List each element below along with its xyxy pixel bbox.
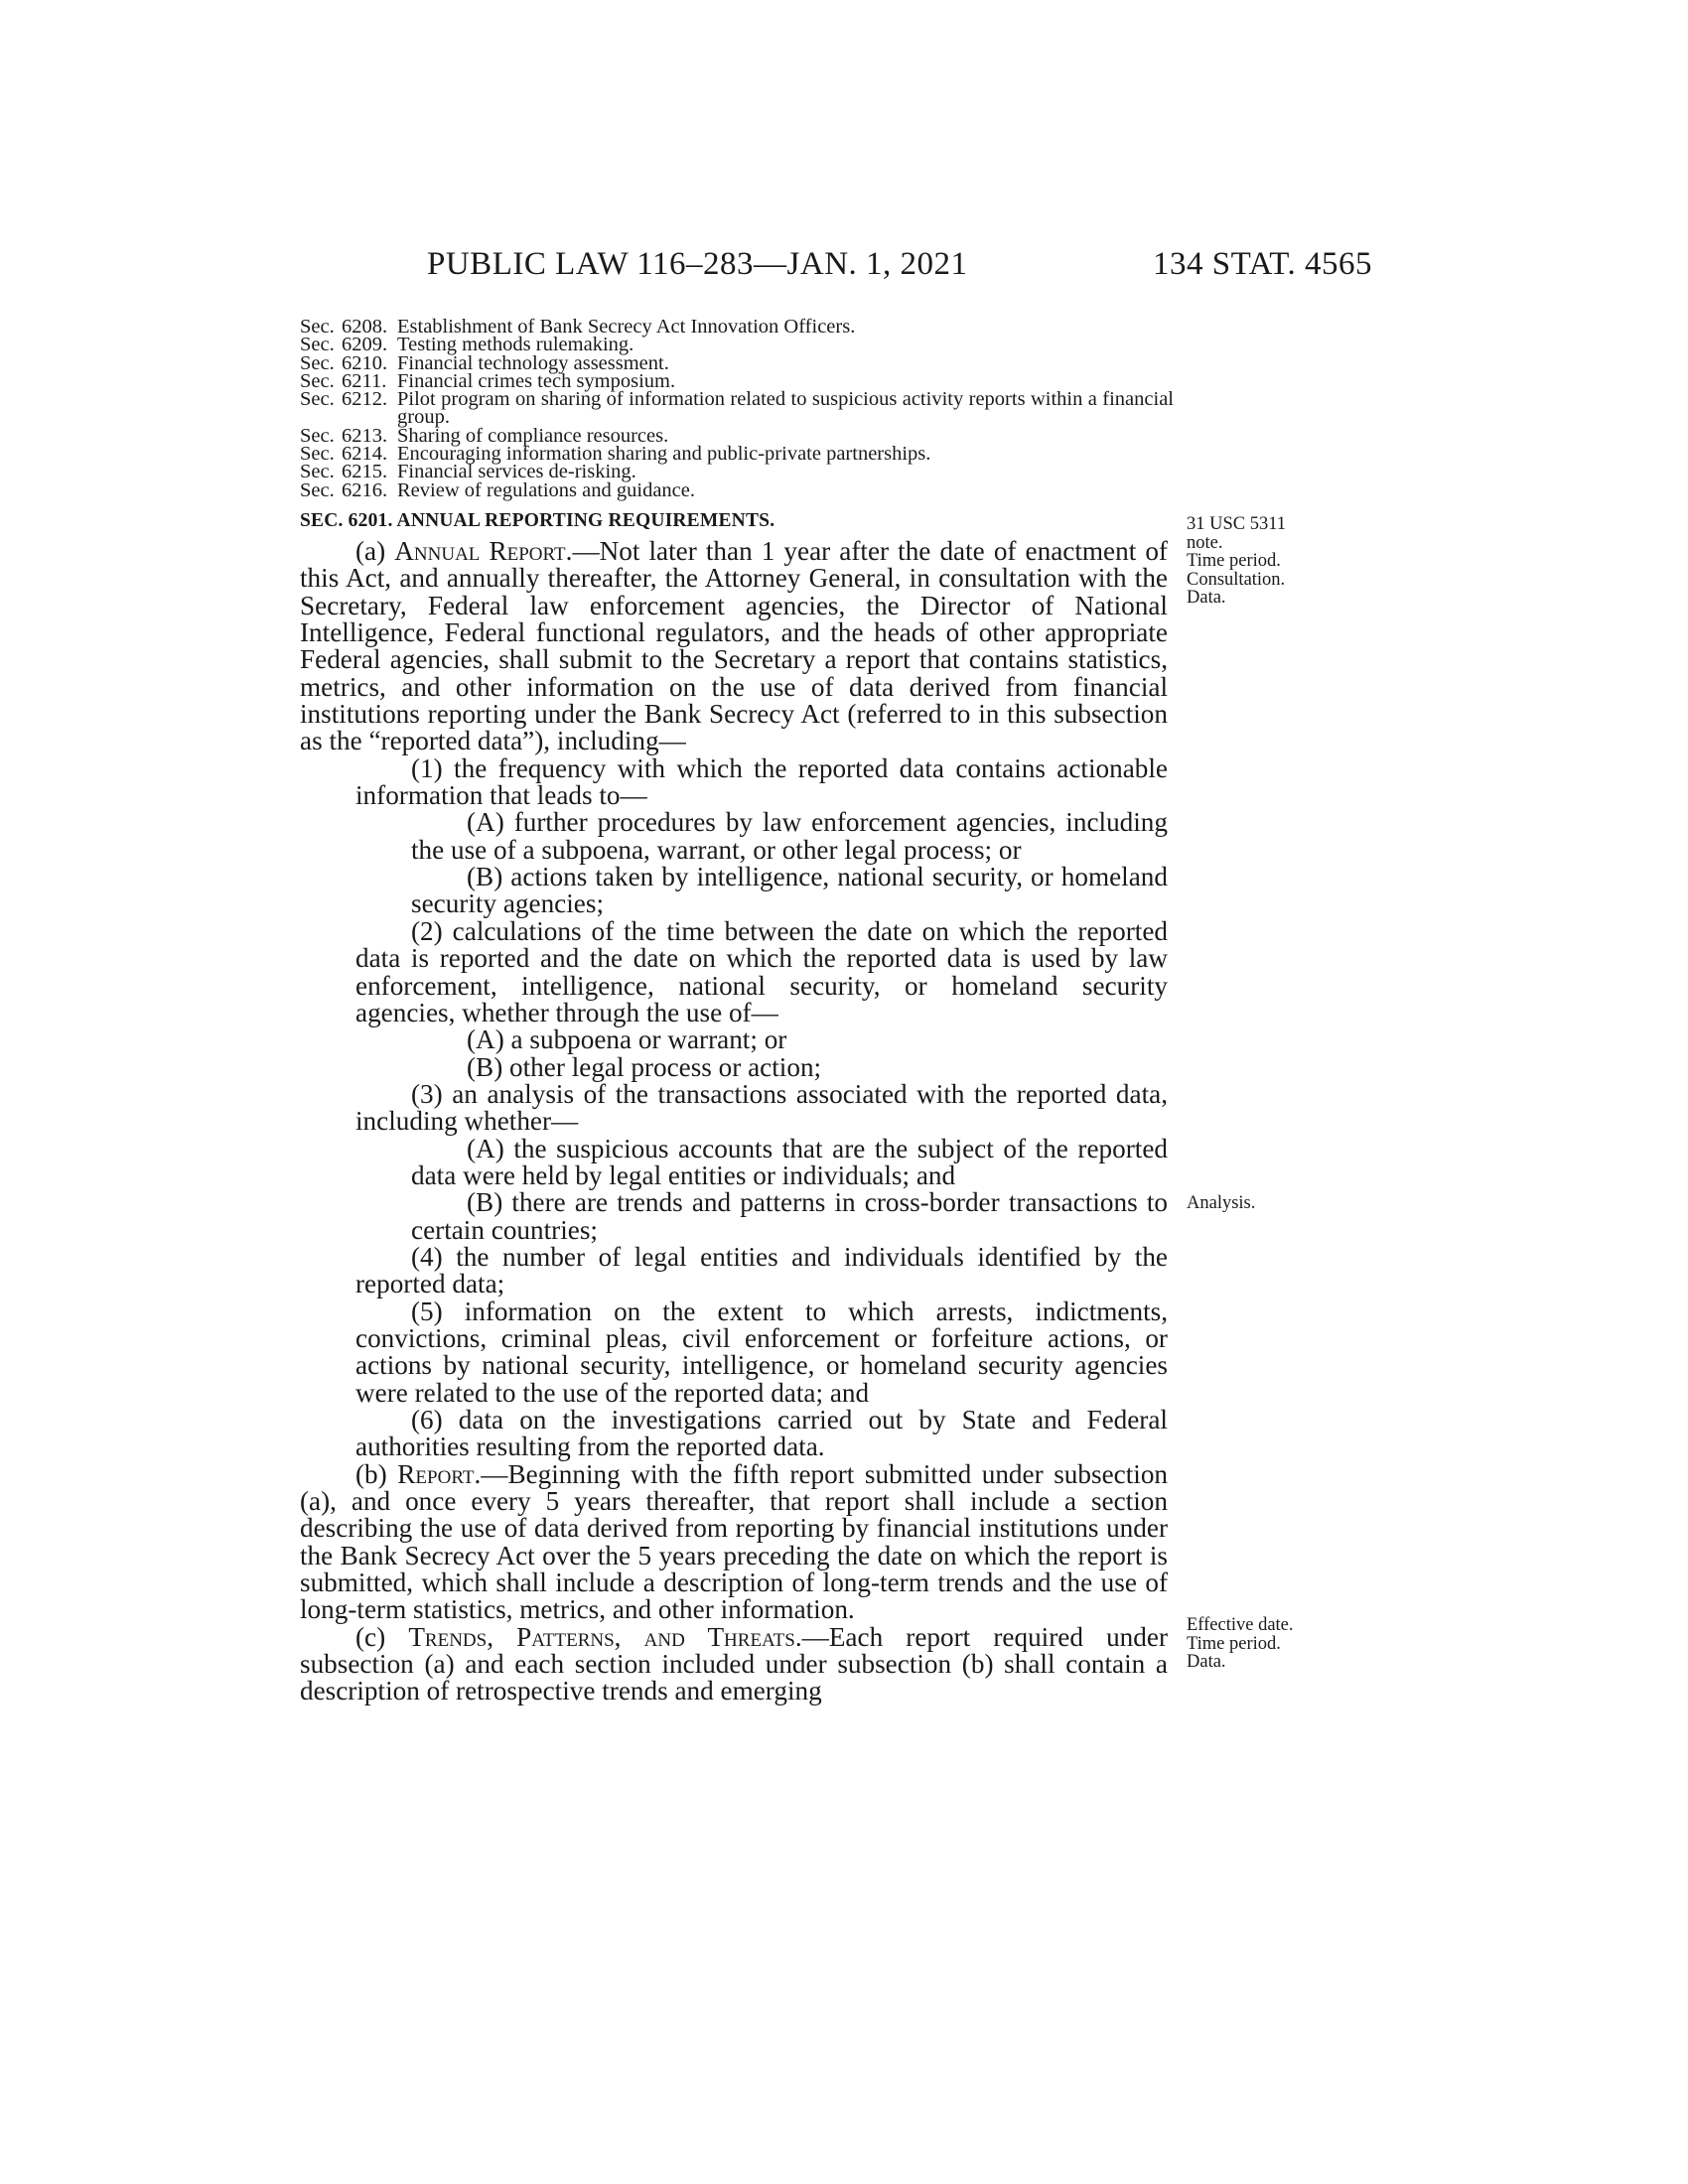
- paragraph-1-A: (A) further procedures by law enforcement agencies, including the use of a subpoena, warrant, or other legal process; or: [411, 807, 1168, 865]
- toc-entry: Sec. 6211. Financial crimes tech symposium.: [300, 369, 676, 392]
- table-of-contents: [300, 318, 1174, 499]
- subsection-b-heading: Report: [397, 1458, 475, 1489]
- subsection-c: (c) Trends, Patterns, and Threats.—Each report required under subsection (a) and each section included under subsection (b) shall contain a description of retrospective trends and emerging: [300, 1621, 1168, 1706]
- paragraph-2-A: (A) a subpoena or warrant; or: [467, 1024, 787, 1055]
- toc-entry: Sec. 6213. Sharing of compliance resources.: [300, 424, 669, 447]
- toc-entry: Sec. 6212. Pilot program on sharing of information related to suspicious activity reports within a financial group.: [300, 388, 1174, 429]
- paragraph-1-B: (B) actions taken by intelligence, national security, or homeland security agencies;: [411, 862, 1168, 919]
- paragraph-2-B: (B) other legal process or action;: [467, 1051, 822, 1082]
- paragraph-3: (3) an analysis of the transactions associated with the reported data, including whether—: [355, 1078, 1168, 1137]
- subsection-a: (a) Annual Report.—Not later than 1 year after the date of enactment of this Act, and annually thereafter, the Attorney General, in consultation with the Secretary, Federal law enforcement agencies, the Director of National Intelligence, Federal functional regulators, and the heads of other appropriate Federal agencies, shall submit to the Secretary a report that contains statistics, metrics, and other information on the use of data derived from financial institutions reporting under the Bank Secrecy Act (referred to in this subsection as the “reported data”), including—: [300, 536, 1168, 756]
- subsection-a-heading: Annual Report: [394, 536, 566, 566]
- margin-note-analysis: Analysis.: [1187, 1193, 1256, 1213]
- margin-note-effective-date: Effective date. Time period. Data.: [1187, 1615, 1294, 1672]
- toc-entry: Sec. 6210. Financial technology assessment.: [300, 351, 669, 374]
- page-header: [298, 246, 1372, 286]
- section-body: [300, 538, 1168, 1706]
- subsection-b: (b) Report.—Beginning with the fifth report submitted under subsection (a), and once every 5 years thereafter, that report shall include a section describing the use of data derived from reporting by financial institutions under the Bank Secrecy Act over the 5 years preceding the date on which the report is submitted, which shall include a description of long-term trends and the use of long-term statistics, metrics, and other information.: [300, 1458, 1169, 1625]
- paragraph-1: (1) the frequency with which the reported data contains actionable information that leads to—: [355, 752, 1168, 811]
- toc-entry: Sec. 6216. Review of regulations and guidance.: [300, 478, 696, 501]
- section-heading: SEC. 6201. ANNUAL REPORTING REQUIREMENTS.: [300, 510, 775, 531]
- paragraph-5: (5) information on the extent to which arrests, indictments, convictions, criminal pleas, civil enforcement or forfeiture actions, or actions by national security, intelligence, or homeland security agencies were related to the use of the reported data; and: [355, 1296, 1168, 1408]
- toc-entry: Sec. 6214. Encouraging information sharing and public-private partnerships.: [300, 443, 931, 466]
- toc-entry: Sec. 6215. Financial services de-risking.: [300, 461, 636, 483]
- margin-note-usc: 31 USC 5311 note. Time period. Consultation. Data.: [1187, 514, 1287, 608]
- paragraph-6: (6) data on the investigations carried out by State and Federal authorities resulting from the reported data.: [355, 1405, 1168, 1462]
- paragraph-3-B: (B) there are trends and patterns in cross-border transactions to certain countries;: [411, 1187, 1168, 1245]
- toc-entry: Sec. 6208. Establishment of Bank Secrecy Act Innovation Officers.: [300, 316, 856, 338]
- paragraph-3-A: (A) the suspicious accounts that are the subject of the reported data were held by legal entities or individuals; and: [411, 1133, 1168, 1190]
- running-head-title: PUBLIC LAW 116–283—JAN. 1, 2021: [427, 246, 968, 282]
- paragraph-2: (2) calculations of the time between the date on which the reported data is reported and the date on which the reported data is used by law enforcement, intelligence, national security, or homeland security agencies, whether through the use of—: [355, 915, 1168, 1027]
- paragraph-4: (4) the number of legal entities and individuals identified by the reported data;: [355, 1241, 1168, 1299]
- statute-page-number: 134 STAT. 4565: [1152, 246, 1372, 282]
- toc-entry: Sec. 6209. Testing methods rulemaking.: [300, 334, 634, 356]
- subsection-c-heading: Trends, Patterns, and Threats: [408, 1621, 795, 1652]
